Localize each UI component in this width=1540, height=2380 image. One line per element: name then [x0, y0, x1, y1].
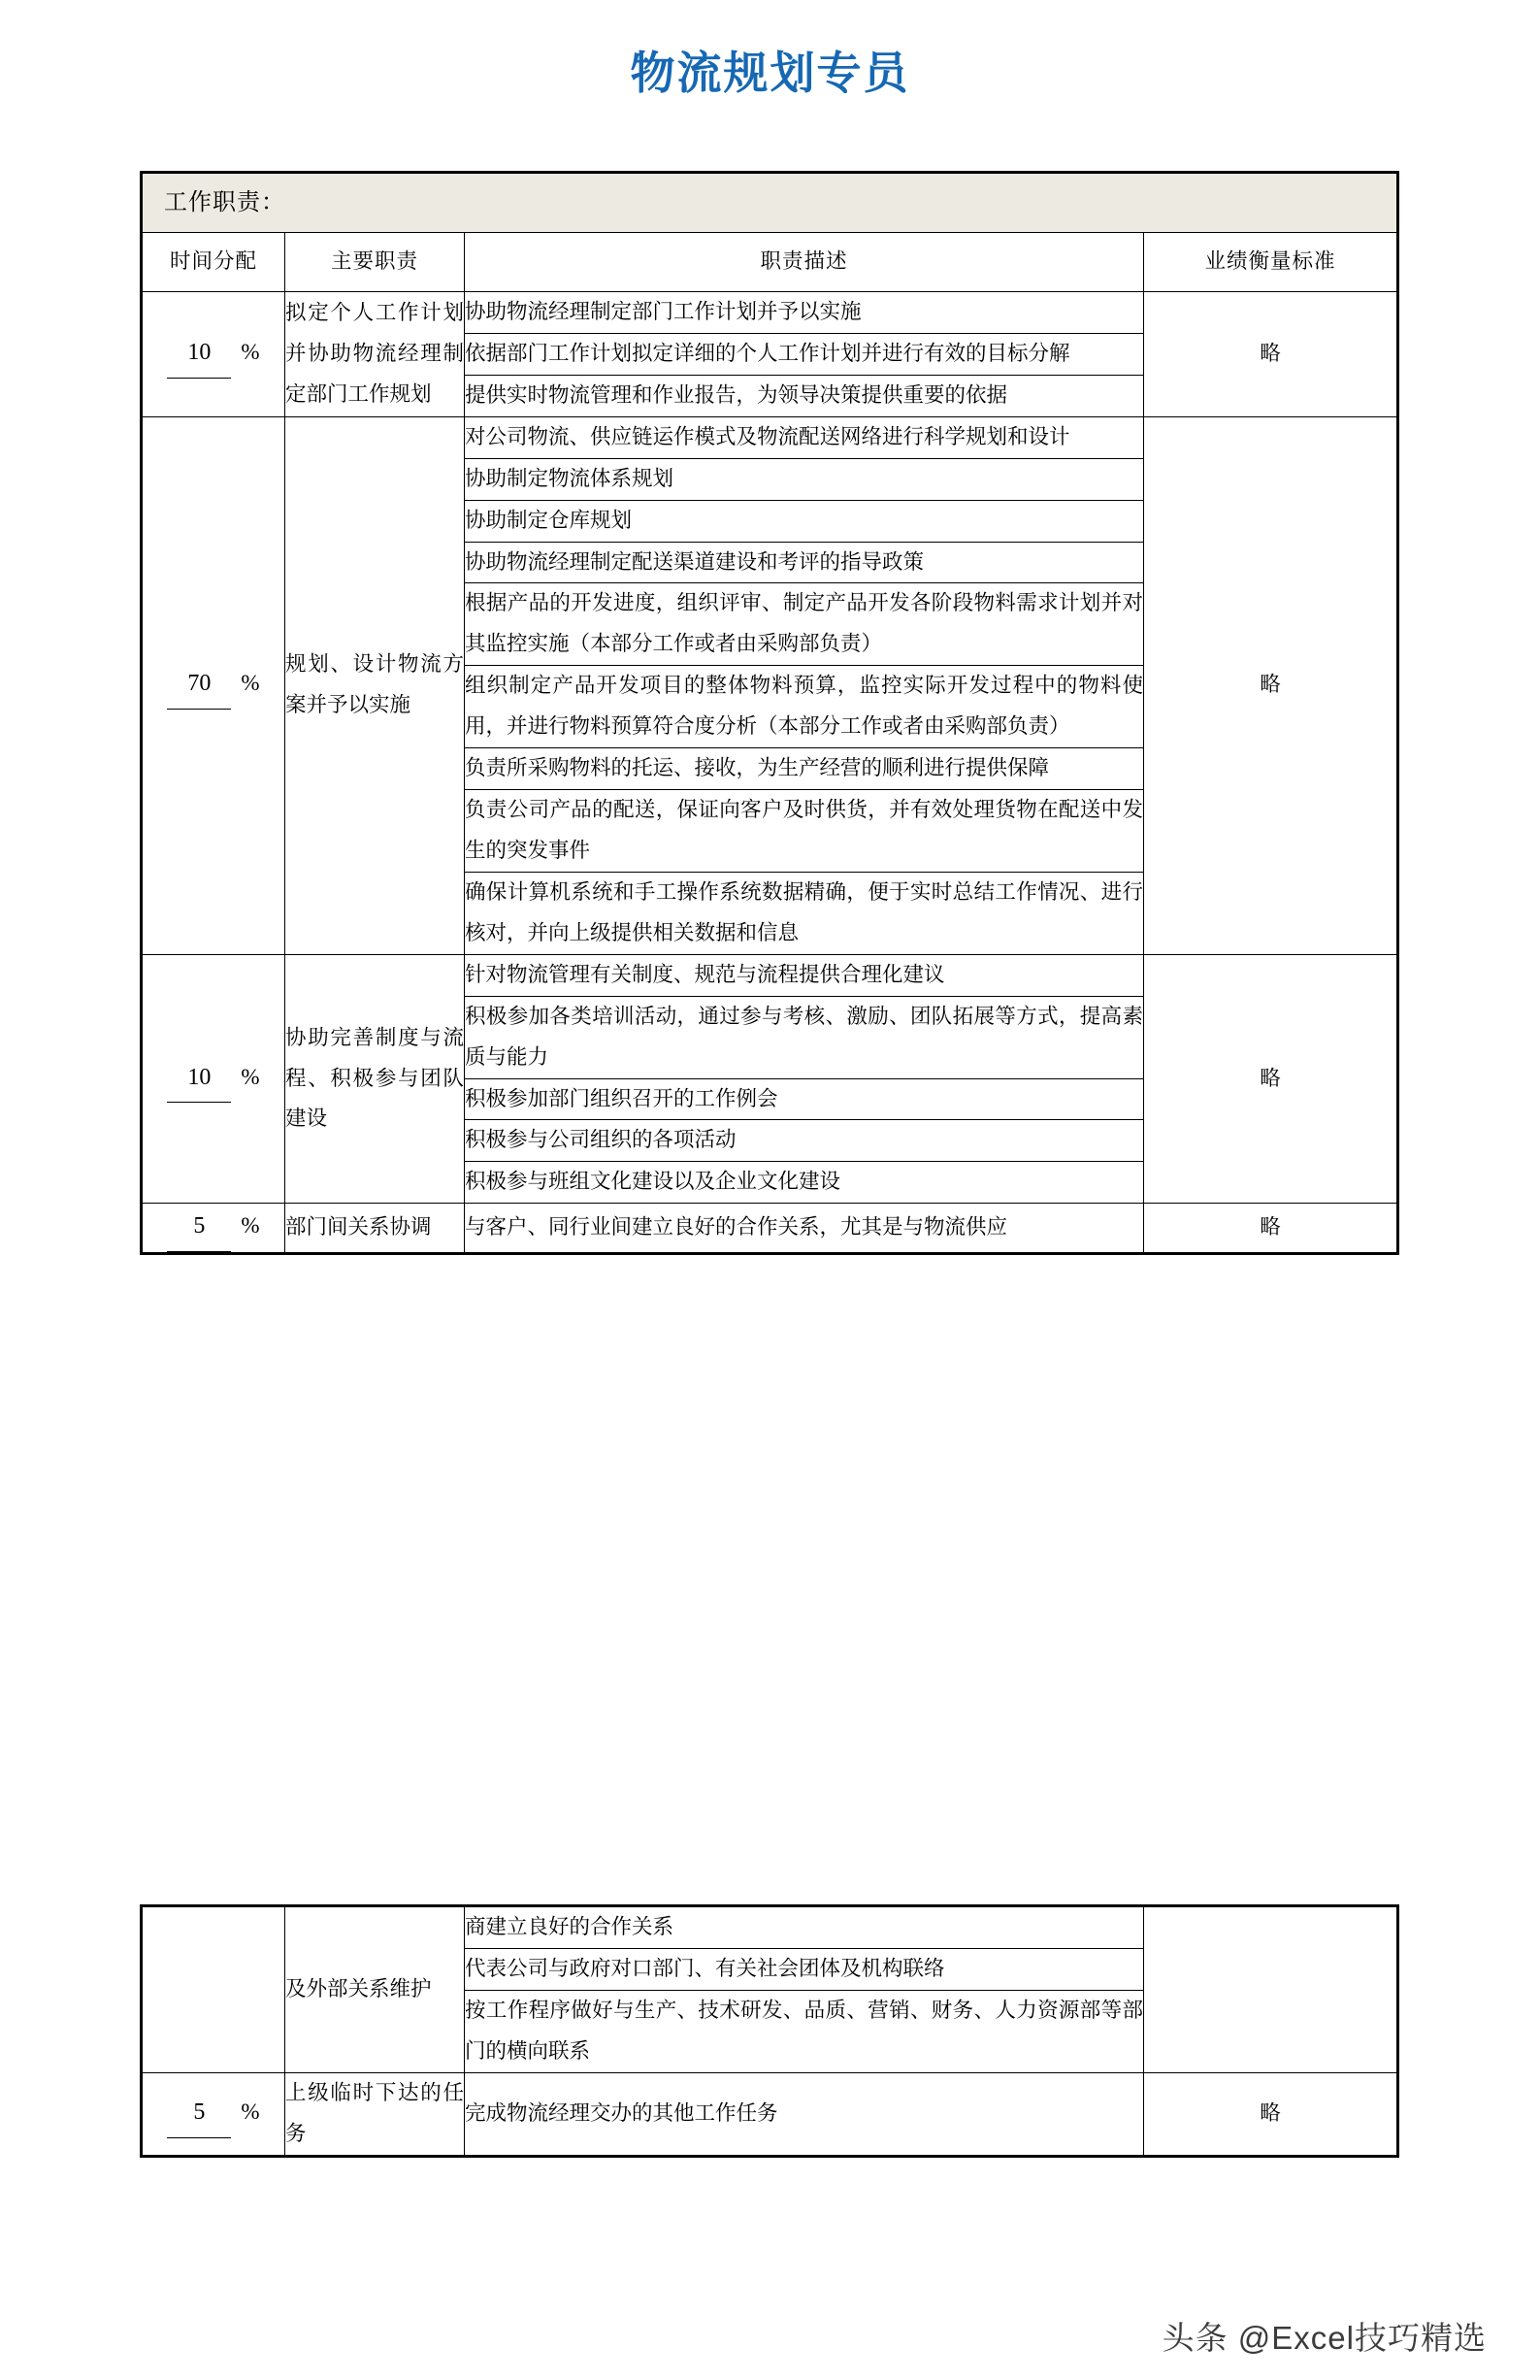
duty-description-cell: 提供实时物流管理和作业报告，为领导决策提供重要的依据: [465, 375, 1144, 416]
section-header-label: 工作职责：: [142, 173, 1398, 233]
percent-symbol: %: [241, 1064, 260, 1089]
percent-symbol: %: [241, 1213, 260, 1239]
main-duty-cell: 上级临时下达的任务: [285, 2072, 465, 2156]
main-duty-cell: 部门间关系协调: [285, 1204, 465, 1254]
time-allocation-value: 70: [167, 661, 231, 710]
main-duty-cell: 规划、设计物流方案并予以实施: [285, 416, 465, 954]
duty-description-cell: 协助制定仓库规划: [465, 500, 1144, 542]
percent-symbol: %: [241, 671, 260, 696]
duty-description-cell: 代表公司与政府对口部门、有关社会团体及机构联络: [465, 1948, 1144, 1990]
column-header-1: 主要职责: [285, 233, 465, 292]
duty-description-cell: 针对物流管理有关制度、规范与流程提供合理化建议: [465, 954, 1144, 996]
duty-description-cell: 积极参与公司组织的各项活动: [465, 1120, 1144, 1162]
duty-description-cell: 根据产品的开发进度，组织评审、制定产品开发各阶段物料需求计划并对其监控实施（本部分工作或者由采购部负责）: [465, 583, 1144, 666]
main-duty-cell: 拟定个人工作计划并协助物流经理制定部门工作规划: [285, 292, 465, 417]
time-allocation-cell: [142, 954, 285, 1204]
performance-standard-cell: 略: [1144, 292, 1398, 417]
column-header-2: 职责描述: [465, 233, 1144, 292]
performance-standard-cell: [1144, 1906, 1398, 2073]
percent-symbol: %: [241, 339, 260, 364]
time-allocation-cell: [142, 292, 285, 417]
page-title: 物流规划专员: [630, 48, 910, 98]
duty-description-cell: 负责公司产品的配送，保证向客户及时供货，并有效处理货物在配送中发生的突发事件: [465, 790, 1144, 873]
time-allocation-value: 5: [167, 1204, 231, 1252]
time-allocation-cell: [142, 1906, 285, 2073]
duty-description-cell: 负责所采购物料的托运、接收，为生产经营的顺利进行提供保障: [465, 748, 1144, 790]
duty-description-cell: 完成物流经理交办的其他工作任务: [465, 2072, 1144, 2156]
main-duty-cell: 及外部关系维护: [285, 1906, 465, 2073]
duty-description-cell: 与客户、同行业间建立良好的合作关系，尤其是与物流供应: [465, 1204, 1144, 1254]
duty-description-cell: 协助制定物流体系规划: [465, 458, 1144, 500]
responsibilities-table-part1: [140, 171, 1399, 1255]
duty-description-cell: 协助物流经理制定部门工作计划并予以实施: [465, 292, 1144, 334]
main-duty-cell: 协助完善制度与流程、积极参与团队建设: [285, 954, 465, 1204]
performance-standard-cell: 略: [1144, 954, 1398, 1204]
time-allocation-value: 10: [167, 1055, 231, 1104]
duty-description-cell: 对公司物流、供应链运作模式及物流配送网络进行科学规划和设计: [465, 416, 1144, 458]
column-header-3: 业绩衡量标准: [1144, 233, 1398, 292]
column-header-0: 时间分配: [142, 233, 285, 292]
table-row: [142, 416, 1398, 458]
duty-description-cell: 商建立良好的合作关系: [465, 1906, 1144, 1949]
performance-standard-cell: 略: [1144, 416, 1398, 954]
table-row: [142, 292, 1398, 334]
performance-standard-cell: 略: [1144, 1204, 1398, 1254]
duty-description-cell: 组织制定产品开发项目的整体物料预算，监控实际开发过程中的物料使用，并进行物料预算符合度分析（本部分工作或者由采购部负责）: [465, 666, 1144, 748]
time-allocation-cell: [142, 2072, 285, 2156]
section-header-row: [142, 173, 1398, 233]
watermark: 头条 @Excel技巧精选: [1162, 2320, 1487, 2356]
duty-description-cell: 按工作程序做好与生产、技术研发、品质、营销、财务、人力资源部等部门的横向联系: [465, 1990, 1144, 2072]
table-row: [142, 954, 1398, 996]
column-header-row: [142, 233, 1398, 292]
job-duties-table: [140, 171, 1399, 1255]
time-allocation-value: 5: [167, 2090, 231, 2138]
duty-description-cell: 积极参加部门组织召开的工作例会: [465, 1078, 1144, 1120]
duty-description-cell: 协助物流经理制定配送渠道建设和考评的指导政策: [465, 542, 1144, 583]
time-allocation-cell: [142, 416, 285, 954]
duty-description-cell: 依据部门工作计划拟定详细的个人工作计划并进行有效的目标分解: [465, 333, 1144, 375]
duty-description-cell: 确保计算机系统和手工操作系统数据精确，便于实时总结工作情况、进行核对，并向上级提供相关数据和信息: [465, 872, 1144, 954]
job-duties-table-continued: [140, 1904, 1399, 2158]
duty-description-cell: 积极参加各类培训活动，通过参与考核、激励、团队拓展等方式，提高素质与能力: [465, 996, 1144, 1078]
table-row: [142, 2072, 1398, 2156]
performance-standard-cell: 略: [1144, 2072, 1398, 2156]
percent-symbol: %: [241, 2099, 260, 2124]
responsibilities-table-part2: [140, 1904, 1399, 2158]
duty-description-cell: 积极参与班组文化建设以及企业文化建设: [465, 1162, 1144, 1204]
time-allocation-cell: [142, 1204, 285, 1254]
table-row: [142, 1204, 1398, 1254]
time-allocation-value: 10: [167, 330, 231, 379]
table-row: [142, 1906, 1398, 1949]
